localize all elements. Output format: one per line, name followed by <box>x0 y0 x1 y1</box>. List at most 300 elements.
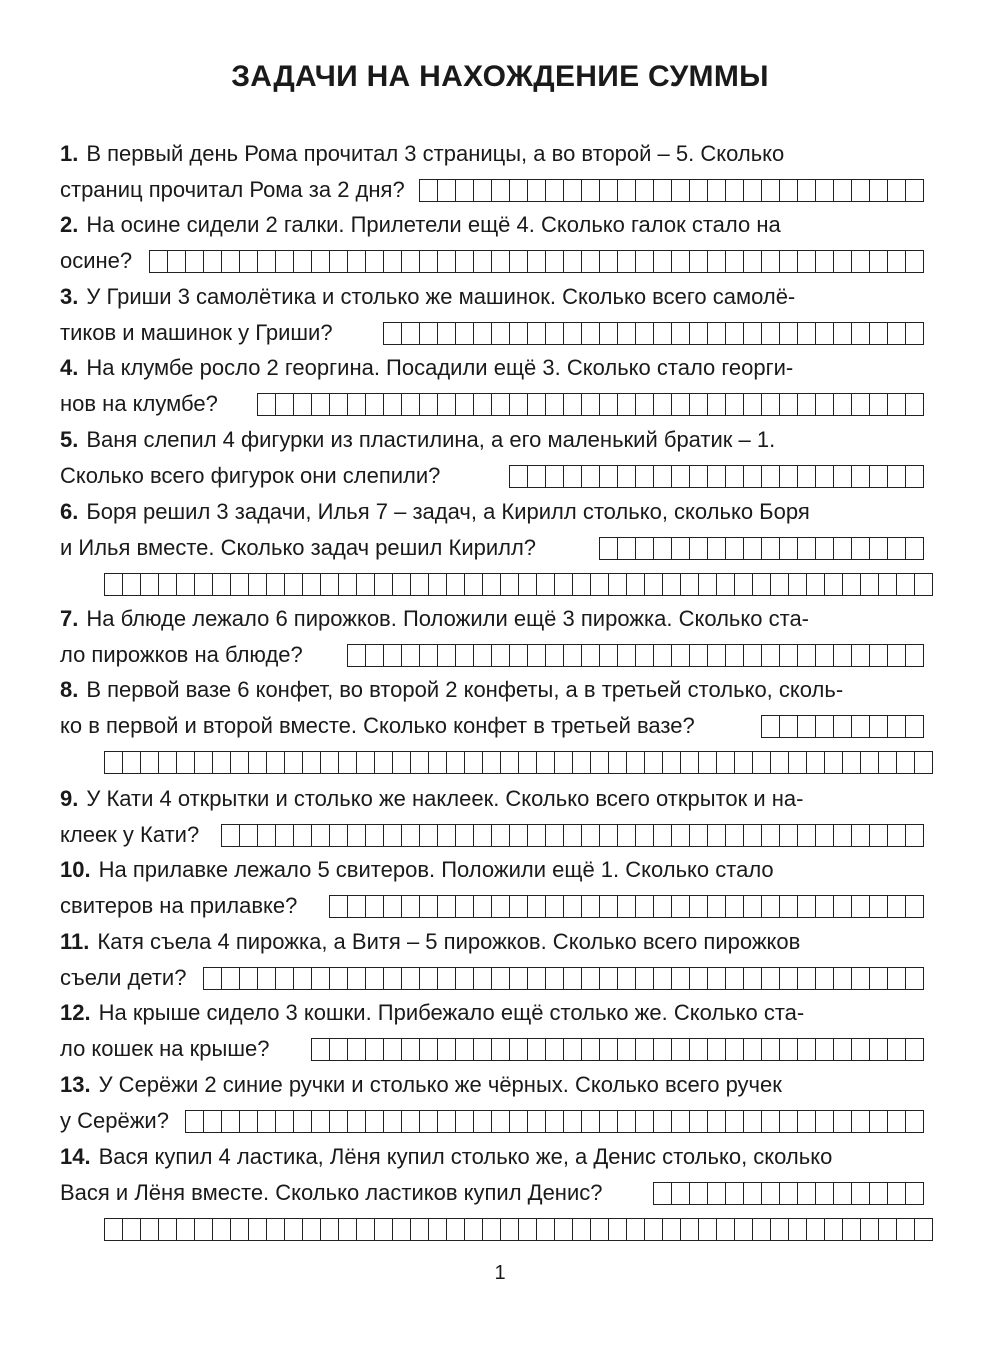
answer-cell[interactable] <box>717 1219 735 1240</box>
answer-cell[interactable] <box>726 645 744 666</box>
answer-cell[interactable] <box>600 896 618 917</box>
answer-cell[interactable] <box>699 1219 717 1240</box>
answer-cell[interactable] <box>357 574 375 595</box>
answer-cell[interactable] <box>240 1111 258 1132</box>
answer-cell[interactable] <box>375 752 393 773</box>
answer-cell[interactable] <box>582 896 600 917</box>
answer-cell[interactable] <box>672 968 690 989</box>
answer-cells[interactable] <box>653 1182 924 1205</box>
answer-cell[interactable] <box>564 251 582 272</box>
answer-cell[interactable] <box>582 323 600 344</box>
answer-cell[interactable] <box>600 1039 618 1060</box>
answer-cell[interactable] <box>870 180 888 201</box>
answer-cell[interactable] <box>690 323 708 344</box>
answer-cell[interactable] <box>636 968 654 989</box>
answer-cell[interactable] <box>654 538 672 559</box>
answer-cell[interactable] <box>816 716 834 737</box>
answer-cell[interactable] <box>852 394 870 415</box>
answer-cell[interactable] <box>780 1039 798 1060</box>
answer-cell[interactable] <box>546 180 564 201</box>
answer-cell[interactable] <box>744 1111 762 1132</box>
answer-cell[interactable] <box>888 896 906 917</box>
answer-cell[interactable] <box>456 323 474 344</box>
answer-cell[interactable] <box>708 251 726 272</box>
answer-cell[interactable] <box>906 466 924 487</box>
answer-cell[interactable] <box>717 574 735 595</box>
answer-cell[interactable] <box>915 574 933 595</box>
answer-cell[interactable] <box>870 1039 888 1060</box>
answer-cell[interactable] <box>654 323 672 344</box>
answer-cell[interactable] <box>708 1111 726 1132</box>
answer-cell[interactable] <box>483 1219 501 1240</box>
answer-cell[interactable] <box>564 1111 582 1132</box>
answer-cell[interactable] <box>546 394 564 415</box>
answer-cell[interactable] <box>555 1219 573 1240</box>
answer-cell[interactable] <box>420 251 438 272</box>
answer-cell[interactable] <box>492 896 510 917</box>
answer-cell[interactable] <box>402 323 420 344</box>
answer-cell[interactable] <box>798 180 816 201</box>
answer-cell[interactable] <box>501 752 519 773</box>
answer-cell[interactable] <box>780 1111 798 1132</box>
answer-cell[interactable] <box>708 896 726 917</box>
answer-cell[interactable] <box>483 752 501 773</box>
answer-cell[interactable] <box>609 574 627 595</box>
answer-cell[interactable] <box>123 752 141 773</box>
answer-cell[interactable] <box>816 180 834 201</box>
answer-cell[interactable] <box>816 896 834 917</box>
answer-cell[interactable] <box>564 825 582 846</box>
answer-cell[interactable] <box>321 752 339 773</box>
answer-cell[interactable] <box>744 180 762 201</box>
answer-cell[interactable] <box>636 251 654 272</box>
answer-cell[interactable] <box>816 251 834 272</box>
answer-cell[interactable] <box>429 1219 447 1240</box>
answer-cell[interactable] <box>681 752 699 773</box>
answer-cell[interactable] <box>159 1219 177 1240</box>
answer-cell[interactable] <box>834 968 852 989</box>
answer-cell[interactable] <box>807 574 825 595</box>
answer-cell[interactable] <box>726 968 744 989</box>
answer-cell[interactable] <box>780 538 798 559</box>
answer-cell[interactable] <box>816 466 834 487</box>
answer-cell[interactable] <box>762 180 780 201</box>
answer-cell[interactable] <box>582 825 600 846</box>
answer-cell[interactable] <box>564 180 582 201</box>
answer-cell[interactable] <box>870 538 888 559</box>
answer-cell[interactable] <box>492 645 510 666</box>
answer-cell[interactable] <box>420 1111 438 1132</box>
answer-cell[interactable] <box>366 1111 384 1132</box>
answer-cell[interactable] <box>609 752 627 773</box>
answer-cell[interactable] <box>582 251 600 272</box>
answer-cell[interactable] <box>870 323 888 344</box>
answer-cell[interactable] <box>708 323 726 344</box>
answer-cell[interactable] <box>726 1183 744 1204</box>
answer-cell[interactable] <box>654 825 672 846</box>
answer-cells[interactable] <box>104 751 933 774</box>
answer-cell[interactable] <box>492 394 510 415</box>
answer-cell[interactable] <box>276 968 294 989</box>
answer-cell[interactable] <box>312 1039 330 1060</box>
answer-cell[interactable] <box>888 538 906 559</box>
answer-cell[interactable] <box>798 716 816 737</box>
answer-cell[interactable] <box>618 825 636 846</box>
answer-cell[interactable] <box>780 968 798 989</box>
answer-cell[interactable] <box>222 825 240 846</box>
answer-cell[interactable] <box>735 1219 753 1240</box>
answer-cell[interactable] <box>870 825 888 846</box>
answer-cell[interactable] <box>600 466 618 487</box>
answer-cell[interactable] <box>744 896 762 917</box>
answer-cell[interactable] <box>438 180 456 201</box>
answer-cell[interactable] <box>492 825 510 846</box>
answer-cell[interactable] <box>420 825 438 846</box>
answer-cell[interactable] <box>618 180 636 201</box>
answer-cell[interactable] <box>807 1219 825 1240</box>
answer-cell[interactable] <box>870 896 888 917</box>
answer-cell[interactable] <box>366 645 384 666</box>
answer-cell[interactable] <box>528 645 546 666</box>
answer-cell[interactable] <box>591 1219 609 1240</box>
answer-cell[interactable] <box>231 1219 249 1240</box>
answer-cell[interactable] <box>771 574 789 595</box>
answer-cell[interactable] <box>438 968 456 989</box>
answer-cell[interactable] <box>582 394 600 415</box>
answer-cell[interactable] <box>852 323 870 344</box>
answer-cell[interactable] <box>384 896 402 917</box>
answer-cell[interactable] <box>636 394 654 415</box>
answer-cell[interactable] <box>780 716 798 737</box>
answer-cell[interactable] <box>528 180 546 201</box>
answer-cell[interactable] <box>726 538 744 559</box>
answer-cell[interactable] <box>528 1039 546 1060</box>
answer-cell[interactable] <box>492 1039 510 1060</box>
answer-cell[interactable] <box>294 825 312 846</box>
answer-cell[interactable] <box>888 1183 906 1204</box>
answer-cell[interactable] <box>366 394 384 415</box>
answer-cell[interactable] <box>105 1219 123 1240</box>
answer-cell[interactable] <box>312 1111 330 1132</box>
answer-cell[interactable] <box>546 466 564 487</box>
answer-cell[interactable] <box>519 1219 537 1240</box>
answer-cell[interactable] <box>600 251 618 272</box>
answer-cell[interactable] <box>816 968 834 989</box>
answer-cell[interactable] <box>834 538 852 559</box>
answer-cell[interactable] <box>366 896 384 917</box>
answer-cell[interactable] <box>771 752 789 773</box>
answer-cell[interactable] <box>546 825 564 846</box>
answer-cell[interactable] <box>492 1111 510 1132</box>
answer-cell[interactable] <box>312 251 330 272</box>
answer-cell[interactable] <box>672 180 690 201</box>
answer-cell[interactable] <box>348 896 366 917</box>
answer-cell[interactable] <box>555 752 573 773</box>
answer-cell[interactable] <box>690 180 708 201</box>
answer-cell[interactable] <box>429 574 447 595</box>
answer-cell[interactable] <box>222 1111 240 1132</box>
answer-cell[interactable] <box>384 1111 402 1132</box>
answer-cell[interactable] <box>870 1111 888 1132</box>
answer-cell[interactable] <box>474 251 492 272</box>
answer-cell[interactable] <box>897 574 915 595</box>
answer-cell[interactable] <box>510 968 528 989</box>
answer-cell[interactable] <box>537 752 555 773</box>
answer-cell[interactable] <box>690 1183 708 1204</box>
answer-cell[interactable] <box>600 645 618 666</box>
answer-cell[interactable] <box>699 574 717 595</box>
answer-cell[interactable] <box>672 251 690 272</box>
answer-cell[interactable] <box>600 180 618 201</box>
answer-cell[interactable] <box>852 645 870 666</box>
answer-cell[interactable] <box>456 825 474 846</box>
answer-cell[interactable] <box>780 323 798 344</box>
answer-cell[interactable] <box>645 1219 663 1240</box>
answer-cell[interactable] <box>519 752 537 773</box>
answer-cell[interactable] <box>636 1039 654 1060</box>
answer-cell[interactable] <box>474 1039 492 1060</box>
answer-cell[interactable] <box>636 896 654 917</box>
answer-cell[interactable] <box>384 968 402 989</box>
answer-cell[interactable] <box>708 394 726 415</box>
answer-cell[interactable] <box>420 323 438 344</box>
answer-cell[interactable] <box>636 538 654 559</box>
answer-cell[interactable] <box>744 1039 762 1060</box>
answer-cell[interactable] <box>717 752 735 773</box>
answer-cell[interactable] <box>483 574 501 595</box>
answer-cell[interactable] <box>582 466 600 487</box>
answer-cell[interactable] <box>537 1219 555 1240</box>
answer-cells[interactable] <box>347 644 924 667</box>
answer-cell[interactable] <box>546 645 564 666</box>
answer-cell[interactable] <box>249 752 267 773</box>
answer-cell[interactable] <box>546 896 564 917</box>
answer-cell[interactable] <box>645 752 663 773</box>
answer-cell[interactable] <box>654 251 672 272</box>
answer-cell[interactable] <box>393 574 411 595</box>
answer-cell[interactable] <box>672 1039 690 1060</box>
answer-cells[interactable] <box>383 322 924 345</box>
answer-cell[interactable] <box>528 323 546 344</box>
answer-cell[interactable] <box>834 323 852 344</box>
answer-cell[interactable] <box>708 180 726 201</box>
answer-cell[interactable] <box>654 466 672 487</box>
answer-cell[interactable] <box>447 1219 465 1240</box>
answer-cell[interactable] <box>834 896 852 917</box>
answer-cell[interactable] <box>510 645 528 666</box>
answer-cell[interactable] <box>906 323 924 344</box>
answer-cell[interactable] <box>348 251 366 272</box>
answer-cell[interactable] <box>564 896 582 917</box>
answer-cell[interactable] <box>906 538 924 559</box>
answer-cell[interactable] <box>879 752 897 773</box>
answer-cell[interactable] <box>618 323 636 344</box>
answer-cell[interactable] <box>690 251 708 272</box>
answer-cell[interactable] <box>888 825 906 846</box>
answer-cell[interactable] <box>330 896 348 917</box>
answer-cell[interactable] <box>276 825 294 846</box>
answer-cell[interactable] <box>627 752 645 773</box>
answer-cell[interactable] <box>384 825 402 846</box>
answer-cell[interactable] <box>528 466 546 487</box>
answer-cell[interactable] <box>843 752 861 773</box>
answer-cell[interactable] <box>105 574 123 595</box>
answer-cell[interactable] <box>474 968 492 989</box>
answer-cell[interactable] <box>366 825 384 846</box>
answer-cell[interactable] <box>843 574 861 595</box>
answer-cell[interactable] <box>726 251 744 272</box>
answer-cell[interactable] <box>600 968 618 989</box>
answer-cell[interactable] <box>267 1219 285 1240</box>
answer-cell[interactable] <box>600 825 618 846</box>
answer-cell[interactable] <box>744 645 762 666</box>
answer-cell[interactable] <box>258 394 276 415</box>
answer-cell[interactable] <box>528 968 546 989</box>
answer-cell[interactable] <box>402 645 420 666</box>
answer-cell[interactable] <box>744 323 762 344</box>
answer-cell[interactable] <box>348 825 366 846</box>
answer-cell[interactable] <box>762 825 780 846</box>
answer-cell[interactable] <box>528 394 546 415</box>
answer-cells[interactable] <box>761 715 924 738</box>
answer-cells[interactable] <box>221 824 924 847</box>
answer-cell[interactable] <box>645 574 663 595</box>
answer-cell[interactable] <box>726 323 744 344</box>
answer-cell[interactable] <box>456 896 474 917</box>
answer-cell[interactable] <box>816 538 834 559</box>
answer-cell[interactable] <box>690 1039 708 1060</box>
answer-cell[interactable] <box>276 394 294 415</box>
answer-cell[interactable] <box>708 538 726 559</box>
answer-cell[interactable] <box>663 574 681 595</box>
answer-cell[interactable] <box>393 752 411 773</box>
answer-cell[interactable] <box>798 968 816 989</box>
answer-cell[interactable] <box>159 574 177 595</box>
answer-cell[interactable] <box>213 574 231 595</box>
answer-cell[interactable] <box>744 1183 762 1204</box>
answer-cell[interactable] <box>618 645 636 666</box>
answer-cell[interactable] <box>510 394 528 415</box>
answer-cell[interactable] <box>177 574 195 595</box>
answer-cell[interactable] <box>753 1219 771 1240</box>
answer-cell[interactable] <box>726 825 744 846</box>
answer-cell[interactable] <box>888 1111 906 1132</box>
answer-cell[interactable] <box>618 1111 636 1132</box>
answer-cell[interactable] <box>177 1219 195 1240</box>
answer-cell[interactable] <box>420 394 438 415</box>
answer-cell[interactable] <box>780 896 798 917</box>
answer-cell[interactable] <box>402 1111 420 1132</box>
answer-cell[interactable] <box>600 538 618 559</box>
answer-cell[interactable] <box>231 752 249 773</box>
answer-cell[interactable] <box>780 394 798 415</box>
answer-cell[interactable] <box>330 825 348 846</box>
answer-cell[interactable] <box>546 968 564 989</box>
answer-cell[interactable] <box>798 645 816 666</box>
answer-cell[interactable] <box>654 645 672 666</box>
answer-cells[interactable] <box>599 537 924 560</box>
answer-cells[interactable] <box>311 1038 924 1061</box>
answer-cell[interactable] <box>762 251 780 272</box>
answer-cells[interactable] <box>104 1218 933 1241</box>
answer-cell[interactable] <box>834 716 852 737</box>
answer-cell[interactable] <box>906 716 924 737</box>
answer-cell[interactable] <box>438 251 456 272</box>
answer-cell[interactable] <box>294 1111 312 1132</box>
answer-cell[interactable] <box>888 394 906 415</box>
answer-cell[interactable] <box>402 394 420 415</box>
answer-cell[interactable] <box>474 323 492 344</box>
answer-cell[interactable] <box>240 825 258 846</box>
answer-cell[interactable] <box>492 323 510 344</box>
answer-cells[interactable] <box>104 573 933 596</box>
answer-cell[interactable] <box>348 1111 366 1132</box>
answer-cell[interactable] <box>834 180 852 201</box>
answer-cell[interactable] <box>528 825 546 846</box>
answer-cell[interactable] <box>456 1111 474 1132</box>
answer-cell[interactable] <box>141 1219 159 1240</box>
answer-cell[interactable] <box>348 394 366 415</box>
answer-cell[interactable] <box>528 896 546 917</box>
answer-cell[interactable] <box>861 1219 879 1240</box>
answer-cell[interactable] <box>204 251 222 272</box>
answer-cell[interactable] <box>726 180 744 201</box>
answer-cell[interactable] <box>762 716 780 737</box>
answer-cell[interactable] <box>348 1039 366 1060</box>
answer-cell[interactable] <box>708 1183 726 1204</box>
answer-cell[interactable] <box>654 394 672 415</box>
answer-cell[interactable] <box>618 968 636 989</box>
answer-cell[interactable] <box>861 752 879 773</box>
answer-cell[interactable] <box>735 752 753 773</box>
answer-cell[interactable] <box>303 752 321 773</box>
answer-cell[interactable] <box>762 968 780 989</box>
answer-cell[interactable] <box>708 466 726 487</box>
answer-cell[interactable] <box>447 752 465 773</box>
answer-cell[interactable] <box>618 394 636 415</box>
answer-cell[interactable] <box>474 896 492 917</box>
answer-cell[interactable] <box>762 394 780 415</box>
answer-cell[interactable] <box>816 825 834 846</box>
answer-cell[interactable] <box>798 466 816 487</box>
answer-cell[interactable] <box>906 1111 924 1132</box>
answer-cell[interactable] <box>726 394 744 415</box>
answer-cell[interactable] <box>888 968 906 989</box>
answer-cell[interactable] <box>618 1039 636 1060</box>
answer-cell[interactable] <box>897 1219 915 1240</box>
answer-cell[interactable] <box>384 645 402 666</box>
answer-cell[interactable] <box>636 645 654 666</box>
answer-cell[interactable] <box>510 1039 528 1060</box>
answer-cell[interactable] <box>519 574 537 595</box>
answer-cell[interactable] <box>537 574 555 595</box>
answer-cell[interactable] <box>438 323 456 344</box>
answer-cell[interactable] <box>672 538 690 559</box>
answer-cell[interactable] <box>564 1039 582 1060</box>
answer-cell[interactable] <box>330 394 348 415</box>
answer-cell[interactable] <box>879 574 897 595</box>
answer-cell[interactable] <box>690 394 708 415</box>
answer-cell[interactable] <box>474 180 492 201</box>
answer-cell[interactable] <box>618 538 636 559</box>
answer-cell[interactable] <box>726 896 744 917</box>
answer-cell[interactable] <box>240 251 258 272</box>
answer-cell[interactable] <box>906 1039 924 1060</box>
answer-cell[interactable] <box>510 896 528 917</box>
answer-cell[interactable] <box>276 1111 294 1132</box>
answer-cell[interactable] <box>852 1039 870 1060</box>
answer-cell[interactable] <box>573 1219 591 1240</box>
